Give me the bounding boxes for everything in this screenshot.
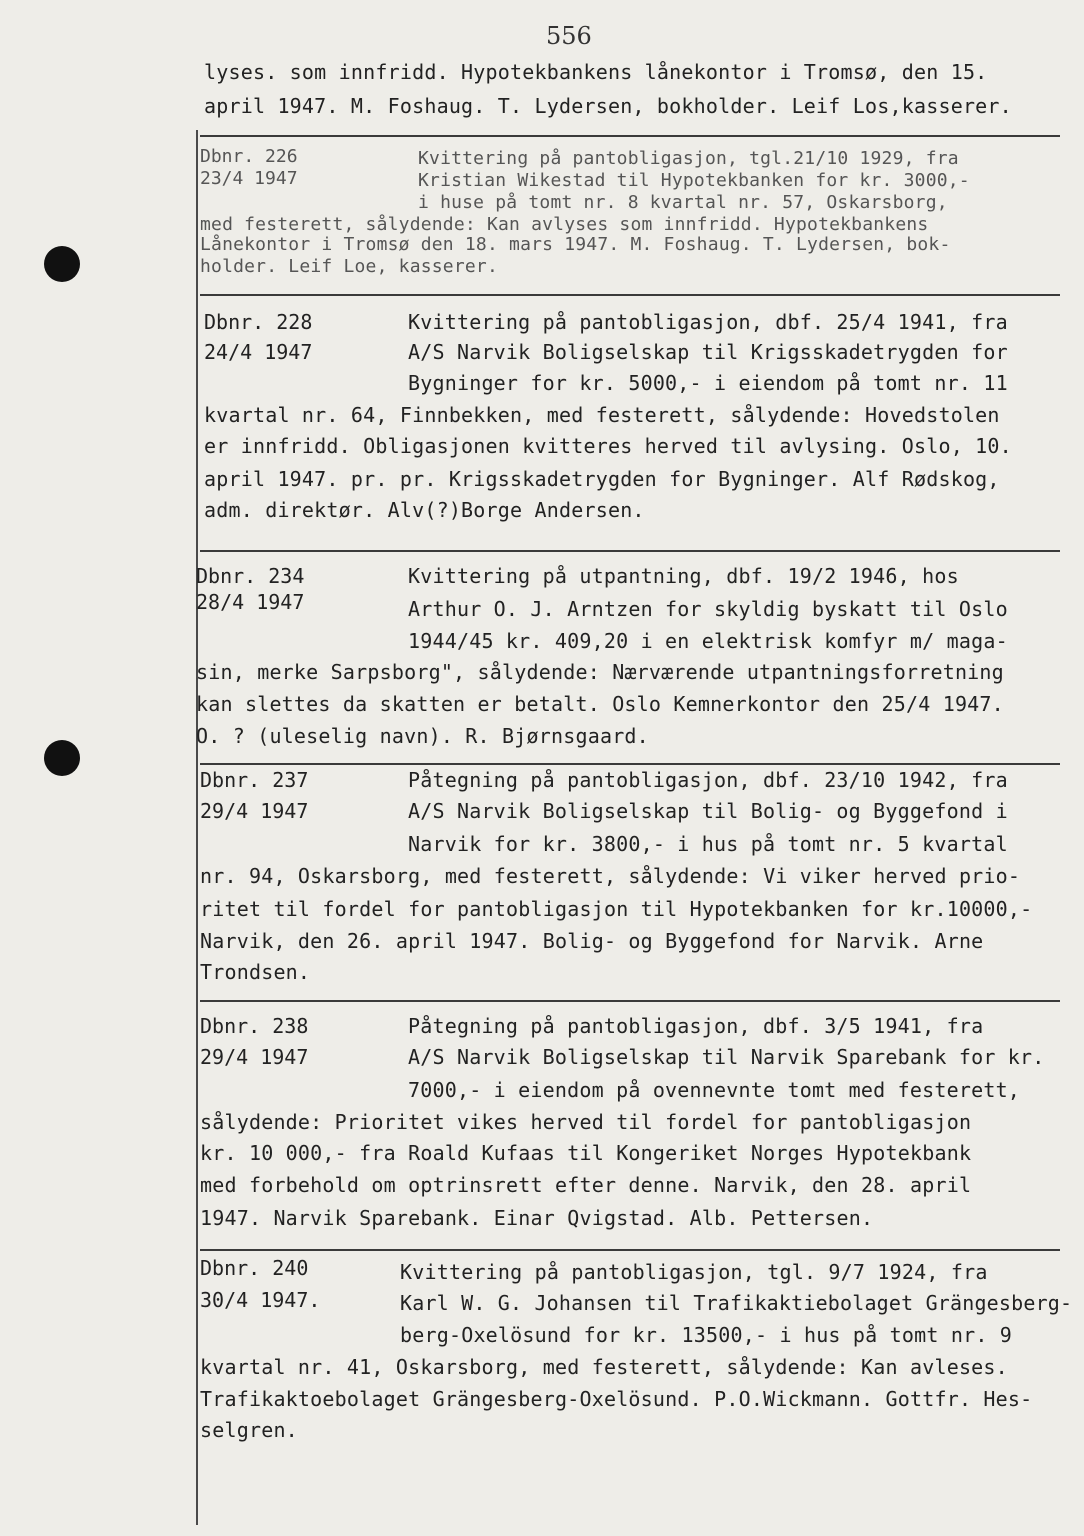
entry-226-line-3: i huse på tomt nr. 8 kvartal nr. 57, Oskarsborg, bbox=[418, 192, 948, 213]
entry-234-line-4: sin, merke Sarpsborg", sålydende: Nærværende utpantningsforretning bbox=[196, 660, 1004, 684]
entry-228-line-2: A/S Narvik Boligselskap til Krigsskadetrygden for bbox=[408, 340, 1008, 364]
entry-234-line-5: kan slettes da skatten er betalt. Oslo Kemnerkontor den 25/4 1947. bbox=[196, 692, 1004, 716]
entry-226-dbnr: Dbnr. 226 bbox=[200, 146, 298, 167]
entry-240-line-3: berg-Oxelösund for kr. 13500,- i hus på tomt nr. 9 bbox=[400, 1323, 1013, 1347]
divider-6 bbox=[200, 1249, 1060, 1251]
entry-234-line-3: 1944/45 kr. 409,20 i en elektrisk komfyr m/ maga- bbox=[408, 629, 1008, 653]
entry-228-date: 24/4 1947 bbox=[204, 340, 313, 364]
entry-226-line-1: Kvittering på pantobligasjon, tgl.21/10 1929, fra bbox=[418, 148, 959, 169]
entry-237-line-6: Narvik, den 26. april 1947. Bolig- og Byggefond for Narvik. Arne bbox=[200, 929, 984, 953]
page-number: 556 bbox=[546, 22, 592, 50]
entry-226-date: 23/4 1947 bbox=[200, 168, 298, 189]
entry-238-line-7: 1947. Narvik Sparebank. Einar Qvigstad. Alb. Pettersen. bbox=[200, 1206, 874, 1230]
entry-237-dbnr: Dbnr. 237 bbox=[200, 768, 309, 792]
entry-234-date: 28/4 1947 bbox=[196, 590, 305, 614]
entry-238-date: 29/4 1947 bbox=[200, 1045, 309, 1069]
entry-228-line-1: Kvittering på pantobligasjon, dbf. 25/4 1941, fra bbox=[408, 310, 1008, 334]
entry-240-date: 30/4 1947. bbox=[200, 1288, 321, 1312]
entry-237-line-7: Trondsen. bbox=[200, 960, 311, 984]
entry-234-line-6: O. ? (uleselig navn). R. Bjørnsgaard. bbox=[196, 724, 649, 748]
entry-228-line-5: er innfridd. Obligasjonen kvitteres herved til avlysing. Oslo, 10. bbox=[204, 434, 1012, 458]
entry-238-dbnr: Dbnr. 238 bbox=[200, 1014, 309, 1038]
entry-237-line-2: A/S Narvik Boligselskap til Bolig- og Byggefond i bbox=[408, 799, 1008, 823]
entry-228-line-4: kvartal nr. 64, Finnbekken, med festerett, sålydende: Hovedstolen bbox=[204, 403, 1000, 427]
entry-238-line-2: A/S Narvik Boligselskap til Narvik Sparebank for kr. bbox=[408, 1045, 1045, 1069]
header-line-2: april 1947. M. Foshaug. T. Lydersen, bokholder. Leif Los,kasserer. bbox=[204, 94, 1012, 118]
entry-234-dbnr: Dbnr. 234 bbox=[196, 564, 305, 588]
entry-237-line-5: ritet til fordel for pantobligasjon til Hypotekbanken for kr.10000,- bbox=[200, 897, 1033, 921]
divider-4 bbox=[200, 763, 1060, 765]
entry-228-line-3: Bygninger for kr. 5000,- i eiendom på tomt nr. 11 bbox=[408, 371, 1008, 395]
entry-240-line-1: Kvittering på pantobligasjon, tgl. 9/7 1924, fra bbox=[400, 1260, 988, 1284]
entry-238-line-6: med forbehold om optrinsrett efter denne. Narvik, den 28. april bbox=[200, 1173, 972, 1197]
entry-226-line-5: Lånekontor i Tromsø den 18. mars 1947. M. Foshaug. T. Lydersen, bok- bbox=[200, 234, 951, 255]
header-line-1: lyses. som innfridd. Hypotekbankens lånekontor i Tromsø, den 15. bbox=[204, 60, 988, 84]
entry-237-date: 29/4 1947 bbox=[200, 799, 309, 823]
punch-hole-top bbox=[44, 246, 80, 282]
divider-5 bbox=[200, 1000, 1060, 1002]
entry-228-line-6: april 1947. pr. pr. Krigsskadetrygden for Bygninger. Alf Rødskog, bbox=[204, 467, 1000, 491]
entry-237-line-3: Narvik for kr. 3800,- i hus på tomt nr. 5 kvartal bbox=[408, 832, 1008, 856]
entry-240-line-6: selgren. bbox=[200, 1418, 298, 1442]
divider-1 bbox=[200, 135, 1060, 137]
divider-2 bbox=[200, 294, 1060, 296]
entry-238-line-3: 7000,- i eiendom på ovennevnte tomt med festerett, bbox=[408, 1078, 1021, 1102]
entry-226-line-6: holder. Leif Loe, kasserer. bbox=[200, 256, 498, 277]
divider-3 bbox=[200, 550, 1060, 552]
margin-line bbox=[196, 130, 198, 1525]
entry-237-line-1: Påtegning på pantobligasjon, dbf. 23/10 1942, fra bbox=[408, 768, 1008, 792]
entry-237-line-4: nr. 94, Oskarsborg, med festerett, sålydende: Vi viker herved prio- bbox=[200, 864, 1021, 888]
entry-240-line-4: kvartal nr. 41, Oskarsborg, med festerett, sålydende: Kan avleses. bbox=[200, 1355, 1008, 1379]
entry-234-line-1: Kvittering på utpantning, dbf. 19/2 1946, hos bbox=[408, 564, 959, 588]
entry-228-dbnr: Dbnr. 228 bbox=[204, 310, 313, 334]
entry-240-line-2: Karl W. G. Johansen til Trafikaktiebolaget Grängesberg- bbox=[400, 1291, 1073, 1315]
entry-240-line-5: Trafikaktoebolaget Grängesberg-Oxelösund. P.O.Wickmann. Gottfr. Hes- bbox=[200, 1387, 1033, 1411]
entry-238-line-5: kr. 10 000,- fra Roald Kufaas til Kongeriket Norges Hypotekbank bbox=[200, 1141, 972, 1165]
entry-226-line-2: Kristian Wikestad til Hypotekbanken for kr. 3000,- bbox=[418, 170, 970, 191]
entry-240-dbnr: Dbnr. 240 bbox=[200, 1256, 309, 1280]
entry-228-line-7: adm. direktør. Alv(?)Borge Andersen. bbox=[204, 498, 645, 522]
entry-234-line-2: Arthur O. J. Arntzen for skyldig byskatt til Oslo bbox=[408, 597, 1008, 621]
entry-238-line-4: sålydende: Prioritet vikes herved til fordel for pantobligasjon bbox=[200, 1110, 972, 1134]
entry-238-line-1: Påtegning på pantobligasjon, dbf. 3/5 1941, fra bbox=[408, 1014, 984, 1038]
punch-hole-bottom bbox=[44, 740, 80, 776]
entry-226-line-4: med festerett, sålydende: Kan avlyses som innfridd. Hypotekbankens bbox=[200, 214, 929, 235]
